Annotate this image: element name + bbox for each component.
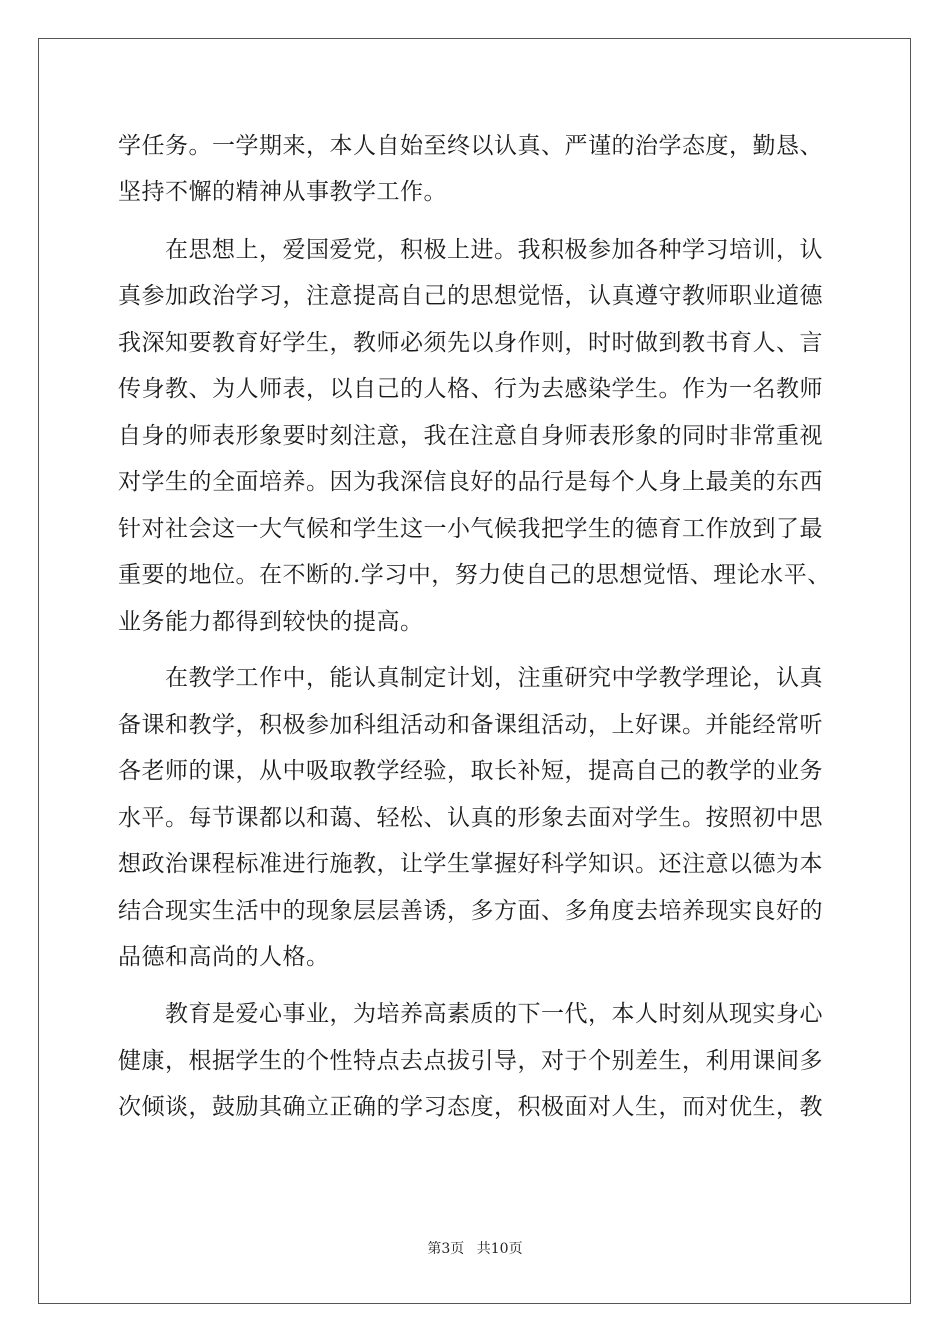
text-line: 结合现实生活中的现象层层善诱，多方面、多角度去培养现实良好的	[118, 898, 823, 924]
text-line: 自身的师表形象要时刻注意，我在注意自身师表形象的同时非常重视	[118, 423, 823, 449]
text-line: 各老师的课，从中吸取教学经验，取长补短，提高自己的教学的业务	[118, 758, 823, 784]
text-line: 针对社会这一大气候和学生这一小气候我把学生的德育工作放到了最	[118, 516, 823, 542]
text-line: 在思想上，爱国爱党，积极上进。我积极参加各种学习培训，认	[118, 237, 823, 263]
text-line: 业务能力都得到较快的提高。	[118, 609, 424, 635]
page-total: 共10页	[476, 1241, 523, 1257]
page-number: 第3页	[427, 1241, 465, 1257]
text-line: 我深知要教育好学生，教师必须先以身作则，时时做到教书育人、言	[118, 330, 823, 356]
text-line: 传身教、为人师表，以自己的人格、行为去感染学生。作为一名教师	[118, 376, 823, 402]
text-line: 备课和教学，积极参加科组活动和备课组活动，上好课。并能经常听	[118, 712, 823, 738]
page-footer	[0, 1238, 950, 1258]
text-line: 教育是爱心事业，为培养高素质的下一代，本人时刻从现实身心	[118, 1001, 823, 1027]
text-line: 想政治课程标准进行施教，让学生掌握好科学知识。还注意以德为本	[118, 851, 823, 877]
text-line: 品德和高尚的人格。	[118, 944, 330, 970]
text-line: 健康，根据学生的个性特点去点拔引导，对于个别差生，利用课间多	[118, 1048, 823, 1074]
text-line: 次倾谈，鼓励其确立正确的学习态度，积极面对人生，而对优生，教	[118, 1094, 823, 1120]
text-line: 水平。每节课都以和蔼、轻松、认真的形象去面对学生。按照初中思	[118, 805, 823, 831]
text-line: 对学生的全面培养。因为我深信良好的品行是每个人身上最美的东西	[118, 469, 823, 495]
text-line: 在教学工作中，能认真制定计划，注重研究中学教学理论，认真	[118, 665, 823, 691]
text-line: 坚持不懈的精神从事教学工作。	[118, 179, 447, 205]
text-line: 真参加政治学习，注意提高自己的思想觉悟，认真遵守教师职业道德	[118, 283, 823, 309]
text-line: 重要的地位。在不断的.学习中，努力使自己的思想觉悟、理论水平、	[118, 562, 831, 588]
text-line: 学任务。一学期来，本人自始至终以认真、严谨的治学态度，勤恳、	[118, 133, 823, 159]
